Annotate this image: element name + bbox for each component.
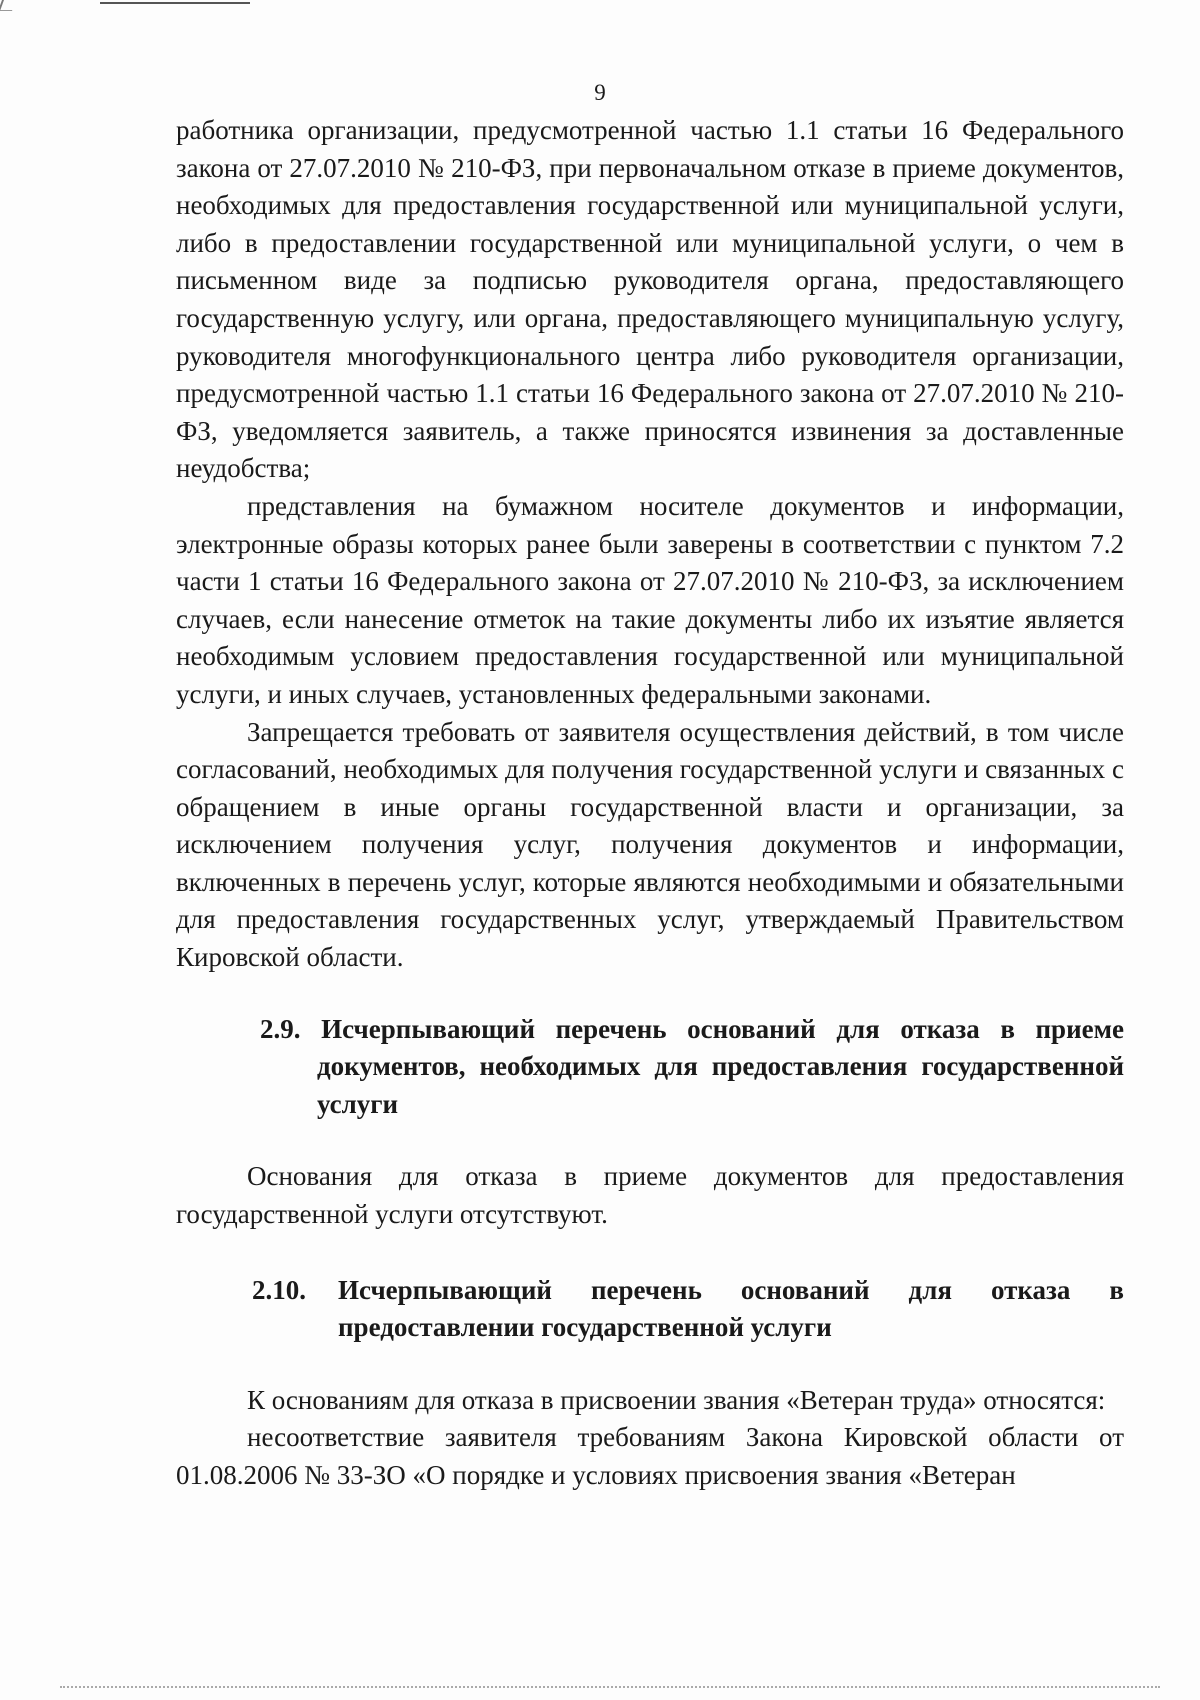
section-title: Исчерпывающий перечень оснований для отказа в предоставлении государственной услуги: [338, 1274, 1124, 1343]
page-number: 9: [594, 80, 606, 105]
section-title: Исчерпывающий перечень оснований для отказа в приеме документов, необходимых для предоставления государственной услуги: [317, 1013, 1124, 1119]
paragraph-continuation: работника организации, предусмотренной частью 1.1 статьи 16 Федерального закона от 27.07.2010 № 210-ФЗ, при первоначальном отказе в приеме документов, необходимых для предоставления государственной или муниципальной услуги, либо в предоставлении государственной или муниципальной услуги, о чем в письменном виде за подписью руководителя органа, предоставляющего государственную услугу, или органа, предоставляющего муниципальную услугу, руководителя многофункционального центра либо руководителя организации, предусмотренной частью 1.1 статьи 16 Федерального закона от 27.07.2010 № 210-ФЗ, уведомляется заявитель, а также приносятся извинения за доставленные неудобства;: [176, 115, 1124, 484]
scan-artifact-corner: [0, 0, 16, 11]
document-body: [176, 112, 1124, 1495]
paragraph-2-10-intro: К основаниям для отказа в присвоении звания «Ветеран труда» относятся:: [247, 1384, 1106, 1415]
section-heading-2-10: [176, 1272, 1124, 1347]
scan-artifact-bottom-line: [60, 1686, 1160, 1688]
paragraph-2-10-ground: несоответствие заявителя требованиям Закона Кировской области от 01.08.2006 № 33-ЗО «О порядке и условиях присвоения звания «Ветеран: [176, 1422, 1124, 1490]
section-number: 2.9.: [260, 1013, 301, 1044]
section-heading-2-9: [176, 1011, 1124, 1124]
paragraph-prohibition: Запрещается требовать от заявителя осуществления действий, в том числе согласований, необходимых для получения государственной услуги и связанных с обращением в иные органы государственной власти и организации, за исключением получения услуг, получения документов и информации, включенных в перечень услуг, которые являются необходимыми и обязательными для предоставления государственных услуг, утверждаемый Правительством Кировской области.: [176, 716, 1124, 973]
section-number: 2.10.: [252, 1274, 306, 1305]
scan-artifact-top-line: [100, 2, 250, 4]
paragraph-paper-copies: представления на бумажном носителе документов и информации, электронные образы которых ранее были заверены в соответствии с пунктом 7.2 части 1 статьи 16 Федерального закона от 27.07.2010 № 210-ФЗ, за исключением случаев, если нанесение отметок на такие документы либо их изъятие является необходимым условием предоставления государственной или муниципальной услуги, и иных случаев, установленных федеральными законами.: [176, 490, 1124, 709]
paragraph-2-9-text: Основания для отказа в приеме документов для предоставления государственной услуги отсутствуют.: [176, 1161, 1124, 1230]
